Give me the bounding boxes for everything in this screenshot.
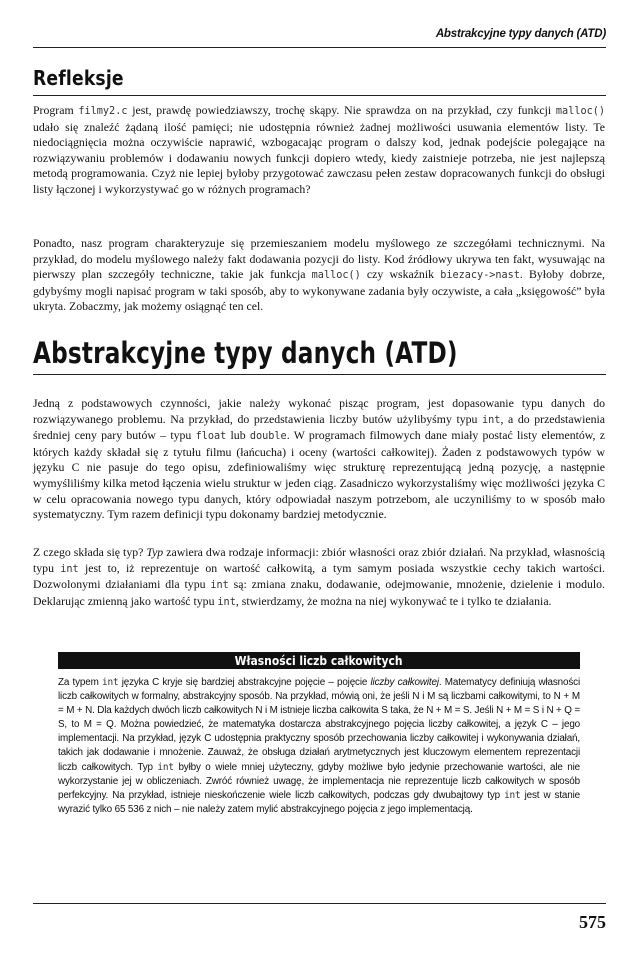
heading-rule-refleksje: [33, 95, 606, 96]
running-head: Abstrakcyjne typy danych (ATD): [435, 28, 606, 40]
sidebar-body: [58, 676, 580, 817]
code-int: int: [504, 789, 521, 801]
text-run: Ponadto, nasz program charakteryzuje się przemieszaniem modelu myślowego ze szczegółami technicznymi. Na przykład, do modelu myślowego należy fakt dodawania pozycji do listy. Kod źródłowy ukrywa ten fakt, wysuwając na pierwszy plan szczegóły techniczne, takie jak funkcja: [33, 236, 605, 282]
code-double: double: [249, 431, 287, 443]
code-malloc: malloc(): [555, 106, 605, 117]
text-run: czy wskaźnik: [360, 267, 441, 282]
text-run: Program: [33, 103, 79, 117]
page-number: 575: [579, 912, 606, 932]
paragraph-1: [33, 103, 605, 198]
paragraph-4: [33, 545, 605, 610]
paragraph-3: [33, 396, 605, 523]
code-float: float: [195, 431, 227, 443]
emphasis-typ: Typ: [146, 545, 164, 559]
code-biezacy-nast: biezacy->nast: [440, 270, 520, 282]
section-heading-refleksje: Refleksje: [33, 66, 124, 90]
code-filmy2: filmy2.c: [78, 106, 128, 117]
emphasis-liczby-calkowitej: liczby całkowitej: [370, 677, 439, 688]
code-malloc: malloc(): [311, 270, 361, 282]
code-int: int: [210, 580, 229, 592]
heading-rule-atd: [33, 374, 606, 375]
code-int: int: [482, 414, 501, 426]
text-run: . Matematycy definiują własności liczb całkowitych w formalny, abstrakcyjny sposób. Na przykład, mówią oni, że jeśli N i M są liczbami całkowitymi, to N + M = M + N. Dla każdych dwóch liczb całkowitych N i M istnieje liczba całkowita S taka, że N + M = S. Jeśli N + M = S i N + Q = S, to M = Q. Można powiedzieć, że matematyka dostarcza abstrakcyjnego pojęcia liczby całkowitej, a język C – jego implementacji. Na przykład, język C udostępnia praktyczny sposób przechowania liczby całkowitej i wykonywania działań, takich jak dodawanie i mnożenie. Zauważ, że obsługa działań arytmetycznych jest kluczowym elementem reprezentacji liczb całkowitych. Typ: [58, 677, 580, 773]
code-int: int: [101, 677, 119, 688]
text-run: . W programach filmowych dane miały postać listy elementów, z których każdy składał się z tytułu filmu (łańcucha) i oceny (wartości całkowitej). Żaden z podstawowych typów w języku C nie pasuje do tego opisu, zdefiniowaliśmy więc strukturę reprezentującą jedną pozycję, a następnie wymyśliliśmy kilka metod łączenia wielu struktur w jeden ciąg. Zasadniczo wykorzystaliśmy więc możliwości języka C w celu opracowania nowego typu danych, który odpowiadał naszym potrzebom, ale uczyniliśmy to w sposób mało systematyczny. Tym razem definicji typu dokonamy bardziej metodycznie.: [33, 428, 605, 522]
footer-rule: [33, 903, 606, 904]
text-run: byłby o wiele mniej użyteczny, gdyby możliwe było jedynie przechowanie wartości, ale nie wykorzystanie jej w obliczeniach. Zwróć również uwagę, że implementacja nie reprezentuje liczb całkowitych w sposób perfekcyjny. Na przykład, istnieje nieskończenie wiele liczb całkowitych, podczas gdy dwubajtowy typ: [58, 761, 580, 801]
text-run: , a do przedstawienia średniej ceny pary butów – typu: [33, 411, 605, 443]
text-run: jest, prawdę powiedziawszy, trochę skąpy. Nie sprawdza on na przykład, czy funkcji: [127, 103, 556, 117]
paragraph-2: [33, 236, 605, 315]
text-run: , stwierdzamy, że można na niej wykonywać te i tylko te działania.: [235, 593, 552, 608]
text-run: Z czego składa się typ?: [33, 545, 147, 559]
section-heading-atd: Abstrakcyjne typy danych (ATD): [33, 336, 458, 370]
code-int: int: [217, 596, 236, 608]
text-run: jest to, iż reprezentuje on wartość całkowitą, a tym samym posiada wszystkie cechy takich wartości. Dozwolonymi działaniami dla typu: [33, 560, 605, 592]
text-run: są: zmiana znaku, dodawanie, odejmowanie, mnożenie, dzielenie i modulo. Deklarując zmienną jako wartość typu: [33, 577, 605, 608]
header-rule: [33, 47, 606, 48]
text-run: lub: [226, 428, 250, 443]
sidebar-title: [58, 652, 580, 669]
sidebar-title-text: Własności liczb całkowitych: [235, 653, 403, 668]
code-int: int: [60, 563, 79, 575]
text-run: udało się znaleźć żądaną ilość pamięci; nie udostępnia również żadnej możliwości usuwania elementów listy. Te niedociągnięcia można oczywiście naprawić, wzbogacając program o dalszy kod, jednak podejście polegające na rozwiązywaniu problemów i dodawaniu nowych funkcji dopiero wtedy, kiedy zaistnieje potrzeba, nie jest najlepszą metodą programowania. Czyż nie lepiej byłoby przygotować zawczasu pełen zestaw dopracowanych funkcji do obsługi listy łączonej i wykorzystywać go w różnych programach?: [33, 119, 605, 196]
code-int: int: [157, 761, 174, 773]
text-run: . Byłoby dobrze, gdybyśmy mogli napisać program w taki sposób, aby to wykonywane zadania były oczywiste, a cała „księgowość” była ukryta. Zobaczmy, jak możemy osiągnąć ten cel.: [33, 267, 605, 314]
text-run: jest w stanie wyrazić tylko 65 536 z nich – nie należy zatem mylić abstrakcyjnego pojęcia z jego implementacją.: [58, 789, 581, 815]
text-run: Za typem: [58, 677, 102, 688]
text-run: Jedną z podstawowych czynności, jakie należy wykonać pisząc program, jest dopasowanie typu danych do rozwiązywanego problemu. Na przykład, do przedstawienia liczby butów użylibyśmy typu: [33, 396, 605, 426]
text-run: zawiera dwa rodzaje informacji: zbiór własności oraz zbiór działań. Na przykład, własnością typu: [33, 545, 605, 575]
text-run: języka C kryje się bardziej abstrakcyjne pojęcie – pojęcie: [118, 677, 371, 688]
